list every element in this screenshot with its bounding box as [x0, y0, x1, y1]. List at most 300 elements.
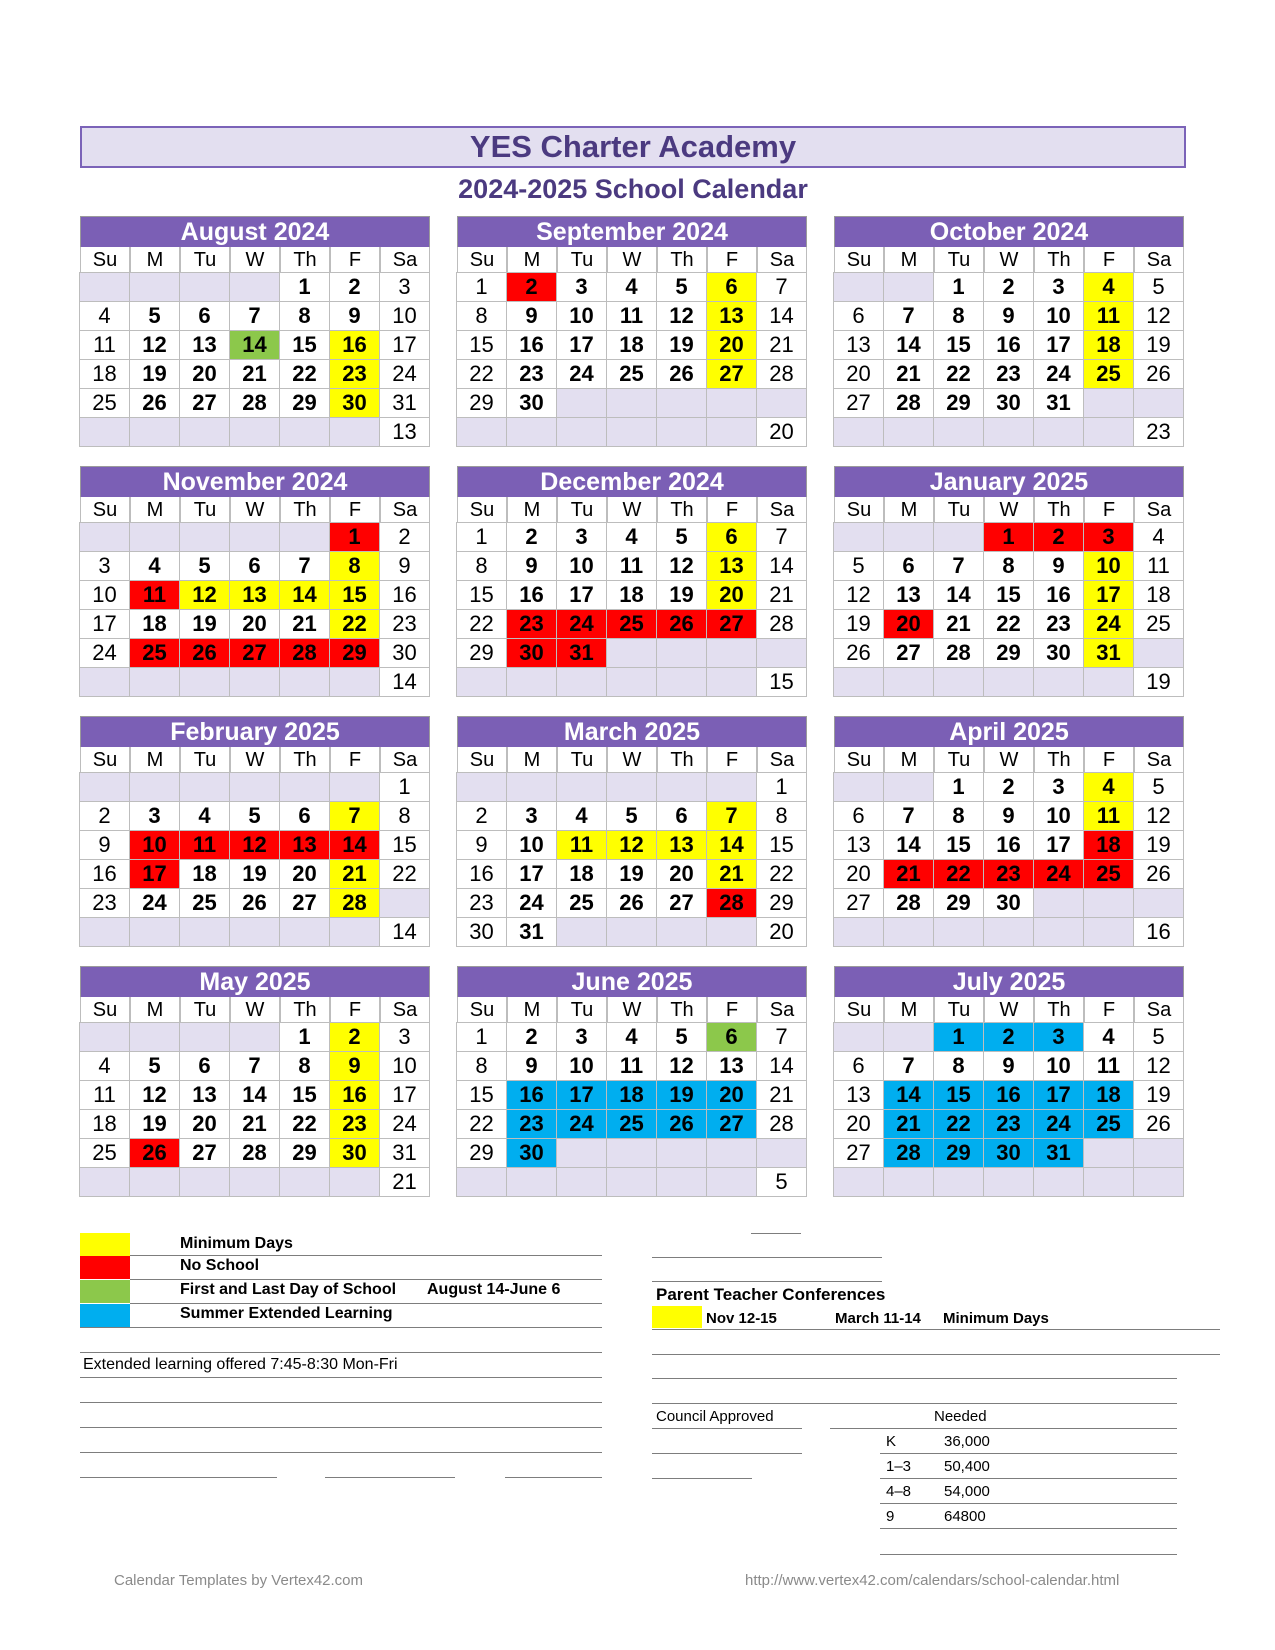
divider	[880, 1478, 1177, 1479]
council-grade: 4–8	[886, 1483, 912, 1500]
day-cell: 14	[706, 830, 757, 860]
empty-cell	[756, 388, 807, 418]
day-cell: 8	[379, 801, 430, 831]
day-cell: 12	[1133, 1051, 1184, 1081]
legend-swatch-no	[80, 1256, 130, 1279]
empty-cell	[229, 917, 280, 947]
day-cell: 18	[606, 580, 657, 610]
day-cell: 15	[456, 1080, 507, 1110]
day-cell: 23	[456, 888, 507, 918]
day-cell: 8	[933, 1051, 984, 1081]
day-label: W	[984, 247, 1034, 273]
day-cell: 12	[129, 330, 180, 360]
month-grid	[80, 247, 430, 447]
day-cell: 14	[756, 301, 807, 331]
day-cell: 4	[606, 522, 657, 552]
day-cell: 17	[556, 1080, 607, 1110]
day-cell: 21	[229, 359, 280, 389]
day-cell: 6	[833, 801, 884, 831]
day-cell: 30	[379, 638, 430, 668]
day-cell: 3	[1033, 1022, 1084, 1052]
day-cell: 19	[229, 859, 280, 889]
day-cell: 25	[1133, 609, 1184, 639]
legend-fl-label: First and Last Day of School	[180, 1281, 397, 1298]
day-cell: 29	[329, 638, 380, 668]
day-cell: 2	[329, 1022, 380, 1052]
day-label: M	[884, 747, 934, 773]
day-cell: 6	[883, 551, 934, 581]
day-cell: 12	[129, 1080, 180, 1110]
divider	[652, 1281, 882, 1282]
empty-cell	[456, 1167, 507, 1197]
day-cell: 30	[506, 638, 557, 668]
day-cell: 9	[506, 1051, 557, 1081]
empty-cell	[456, 772, 507, 802]
day-cell: 14	[883, 830, 934, 860]
day-cell: 21	[883, 859, 934, 889]
day-cell: 26	[656, 1109, 707, 1139]
divider	[652, 1478, 752, 1479]
day-cell: 3	[379, 272, 430, 302]
day-cell: 25	[129, 638, 180, 668]
day-label: Su	[834, 247, 884, 273]
day-label: Sa	[380, 747, 430, 773]
month-grid	[834, 247, 1184, 447]
empty-cell	[606, 1167, 657, 1197]
empty-cell	[706, 638, 757, 668]
day-cell: 15	[933, 830, 984, 860]
divider	[80, 1477, 277, 1478]
day-cell: 10	[129, 830, 180, 860]
divider	[652, 1403, 1177, 1404]
day-cell: 2	[983, 1022, 1034, 1052]
day-cell: 26	[1133, 1109, 1184, 1139]
month-november-2024	[80, 466, 430, 697]
day-cell: 19	[656, 330, 707, 360]
day-cell: 30	[983, 888, 1034, 918]
empty-cell	[706, 917, 757, 947]
council-grade: 9	[886, 1508, 895, 1525]
divider	[130, 1255, 602, 1256]
day-label: M	[884, 497, 934, 523]
day-cell: 4	[129, 551, 180, 581]
day-label: Sa	[1134, 997, 1184, 1023]
day-cell: 18	[606, 1080, 657, 1110]
day-label: Su	[80, 747, 130, 773]
empty-cell	[129, 667, 180, 697]
day-cell: 8	[456, 551, 507, 581]
council-value: 50,400	[944, 1458, 990, 1475]
day-cell: 17	[1033, 830, 1084, 860]
empty-cell	[556, 1138, 607, 1168]
day-cell: 26	[606, 888, 657, 918]
month-grid	[834, 497, 1184, 697]
day-cell: 1	[933, 1022, 984, 1052]
day-cell: 6	[706, 1022, 757, 1052]
day-cell: 1	[456, 522, 507, 552]
day-cell: 8	[933, 801, 984, 831]
day-cell: 25	[1083, 859, 1134, 889]
empty-cell	[656, 667, 707, 697]
day-cell: 9	[983, 801, 1034, 831]
day-cell: 3	[556, 522, 607, 552]
day-cell: 5	[1133, 772, 1184, 802]
day-cell: 24	[556, 609, 607, 639]
day-cell: 17	[129, 859, 180, 889]
day-cell: 21	[756, 1080, 807, 1110]
day-cell: 16	[79, 859, 130, 889]
divider	[751, 1233, 801, 1234]
day-cell: 1	[933, 772, 984, 802]
day-cell: 10	[379, 1051, 430, 1081]
empty-cell	[883, 917, 934, 947]
page-subtitle: 2024-2025 School Calendar	[458, 174, 808, 204]
day-label: F	[1084, 247, 1134, 273]
day-label: F	[1084, 497, 1134, 523]
day-cell: 6	[179, 1051, 230, 1081]
day-cell: 24	[506, 888, 557, 918]
day-cell: 13	[179, 1080, 230, 1110]
day-cell: 25	[1083, 1109, 1134, 1139]
empty-cell	[129, 917, 180, 947]
day-cell: 9	[329, 301, 380, 331]
empty-cell	[279, 667, 330, 697]
day-cell: 18	[1083, 830, 1134, 860]
day-cell: 9	[983, 1051, 1034, 1081]
month-day-total: 5	[756, 1167, 807, 1197]
day-label: F	[707, 747, 757, 773]
empty-cell	[656, 388, 707, 418]
empty-cell	[179, 1167, 230, 1197]
day-cell: 3	[1033, 272, 1084, 302]
day-cell: 20	[706, 330, 757, 360]
empty-cell	[229, 667, 280, 697]
day-cell: 3	[379, 1022, 430, 1052]
day-label: W	[607, 497, 657, 523]
month-title: July 2025	[834, 966, 1184, 997]
day-cell: 3	[556, 272, 607, 302]
day-cell: 15	[756, 830, 807, 860]
day-cell: 31	[556, 638, 607, 668]
day-cell: 28	[279, 638, 330, 668]
day-cell: 5	[1133, 1022, 1184, 1052]
day-cell: 7	[933, 551, 984, 581]
empty-cell	[1033, 667, 1084, 697]
footer-right[interactable]: http://www.vertex42.com/calendars/school-calendar.html	[745, 1572, 1120, 1589]
day-cell: 26	[1133, 359, 1184, 389]
day-cell: 30	[1033, 638, 1084, 668]
month-day-total: 20	[756, 917, 807, 947]
month-april-2025	[834, 716, 1184, 947]
day-cell: 27	[706, 1109, 757, 1139]
day-cell: 29	[933, 888, 984, 918]
day-cell: 7	[756, 522, 807, 552]
day-cell: 20	[833, 859, 884, 889]
day-cell: 4	[1083, 772, 1134, 802]
day-label: M	[130, 747, 180, 773]
empty-cell	[1133, 1138, 1184, 1168]
day-cell: 6	[706, 522, 757, 552]
day-cell: 10	[79, 580, 130, 610]
day-label: F	[330, 247, 380, 273]
month-may-2025	[80, 966, 430, 1197]
empty-cell	[1133, 638, 1184, 668]
day-cell: 2	[1033, 522, 1084, 552]
day-cell: 1	[756, 772, 807, 802]
empty-cell	[1083, 917, 1134, 947]
empty-cell	[606, 638, 657, 668]
day-label: Su	[457, 247, 507, 273]
footer-left: Calendar Templates by Vertex42.com	[114, 1572, 364, 1589]
day-cell: 23	[983, 1109, 1034, 1139]
day-cell: 31	[506, 917, 557, 947]
empty-cell	[983, 917, 1034, 947]
day-cell: 25	[179, 888, 230, 918]
day-cell: 3	[1083, 522, 1134, 552]
day-cell: 27	[706, 359, 757, 389]
day-label: Sa	[757, 247, 807, 273]
day-cell: 23	[329, 359, 380, 389]
empty-cell	[279, 522, 330, 552]
day-cell: 21	[279, 609, 330, 639]
day-cell: 1	[329, 522, 380, 552]
day-cell: 30	[983, 388, 1034, 418]
day-cell: 1	[933, 272, 984, 302]
divider	[130, 1303, 602, 1304]
empty-cell	[129, 1022, 180, 1052]
day-label: Th	[1034, 247, 1084, 273]
day-cell: 21	[756, 580, 807, 610]
day-cell: 9	[983, 301, 1034, 331]
day-cell: 3	[556, 1022, 607, 1052]
day-cell: 16	[456, 859, 507, 889]
day-label: Th	[1034, 497, 1084, 523]
empty-cell	[556, 667, 607, 697]
conferences-label: Minimum Days	[943, 1310, 1049, 1327]
day-cell: 25	[556, 888, 607, 918]
empty-cell	[933, 917, 984, 947]
divider	[80, 1452, 602, 1453]
day-cell: 18	[606, 330, 657, 360]
day-cell: 12	[179, 580, 230, 610]
day-cell: 22	[279, 1109, 330, 1139]
day-cell: 9	[456, 830, 507, 860]
day-label: Su	[457, 997, 507, 1023]
empty-cell	[756, 1138, 807, 1168]
day-cell: 14	[756, 1051, 807, 1081]
day-cell: 24	[1033, 1109, 1084, 1139]
empty-cell	[79, 522, 130, 552]
day-cell: 16	[329, 1080, 380, 1110]
day-label: Th	[657, 997, 707, 1023]
conferences-nov: Nov 12-15	[706, 1310, 777, 1327]
day-label: Th	[280, 747, 330, 773]
day-cell: 28	[229, 1138, 280, 1168]
day-cell: 2	[983, 272, 1034, 302]
empty-cell	[129, 522, 180, 552]
day-cell: 8	[756, 801, 807, 831]
divider	[652, 1257, 882, 1258]
day-cell: 18	[1083, 330, 1134, 360]
day-label: F	[330, 747, 380, 773]
day-cell: 22	[933, 859, 984, 889]
day-cell: 7	[756, 272, 807, 302]
day-cell: 17	[379, 1080, 430, 1110]
empty-cell	[883, 522, 934, 552]
day-cell: 1	[456, 1022, 507, 1052]
day-cell: 18	[179, 859, 230, 889]
day-label: M	[507, 247, 557, 273]
day-cell: 22	[933, 1109, 984, 1139]
day-cell: 22	[456, 609, 507, 639]
day-label: Th	[280, 997, 330, 1023]
divider	[80, 1402, 602, 1403]
day-cell: 21	[883, 1109, 934, 1139]
day-cell: 12	[229, 830, 280, 860]
empty-cell	[833, 667, 884, 697]
day-cell: 25	[606, 1109, 657, 1139]
empty-cell	[833, 772, 884, 802]
day-cell: 6	[706, 272, 757, 302]
month-day-total: 20	[756, 417, 807, 447]
empty-cell	[79, 772, 130, 802]
day-cell: 4	[179, 801, 230, 831]
empty-cell	[456, 667, 507, 697]
empty-cell	[329, 772, 380, 802]
day-cell: 1	[983, 522, 1034, 552]
council-value: 36,000	[944, 1433, 990, 1450]
day-cell: 16	[983, 1080, 1034, 1110]
day-cell: 16	[983, 830, 1034, 860]
day-label: Su	[80, 997, 130, 1023]
day-cell: 27	[833, 388, 884, 418]
day-cell: 17	[1083, 580, 1134, 610]
day-cell: 5	[656, 272, 707, 302]
empty-cell	[229, 1167, 280, 1197]
empty-cell	[656, 917, 707, 947]
day-cell: 28	[756, 609, 807, 639]
day-cell: 14	[229, 330, 280, 360]
day-cell: 24	[556, 359, 607, 389]
empty-cell	[706, 417, 757, 447]
empty-cell	[833, 417, 884, 447]
day-cell: 7	[229, 1051, 280, 1081]
day-cell: 4	[606, 272, 657, 302]
day-cell: 31	[1083, 638, 1134, 668]
day-cell: 26	[179, 638, 230, 668]
empty-cell	[1133, 388, 1184, 418]
day-label: Th	[657, 497, 707, 523]
empty-cell	[933, 417, 984, 447]
day-cell: 7	[229, 301, 280, 331]
day-cell: 24	[1083, 609, 1134, 639]
day-cell: 19	[129, 359, 180, 389]
day-cell: 31	[379, 388, 430, 418]
day-cell: 2	[506, 1022, 557, 1052]
day-cell: 24	[379, 359, 430, 389]
day-cell: 17	[556, 580, 607, 610]
day-label: W	[230, 997, 280, 1023]
day-cell: 4	[1133, 522, 1184, 552]
empty-cell	[556, 917, 607, 947]
day-label: W	[984, 997, 1034, 1023]
empty-cell	[833, 272, 884, 302]
day-cell: 2	[506, 272, 557, 302]
day-cell: 18	[79, 1109, 130, 1139]
day-cell: 28	[229, 388, 280, 418]
divider	[652, 1354, 1220, 1355]
month-grid	[834, 997, 1184, 1197]
day-cell: 10	[556, 301, 607, 331]
empty-cell	[179, 1022, 230, 1052]
day-cell: 6	[229, 551, 280, 581]
day-cell: 29	[279, 1138, 330, 1168]
day-cell: 24	[79, 638, 130, 668]
day-cell: 28	[883, 888, 934, 918]
empty-cell	[179, 917, 230, 947]
day-cell: 14	[329, 830, 380, 860]
day-cell: 10	[1033, 1051, 1084, 1081]
divider	[652, 1329, 1220, 1330]
divider	[830, 1428, 1177, 1429]
day-cell: 17	[556, 330, 607, 360]
month-grid	[834, 747, 1184, 947]
empty-cell	[706, 1167, 757, 1197]
day-cell: 5	[656, 522, 707, 552]
day-cell: 17	[79, 609, 130, 639]
empty-cell	[79, 1022, 130, 1052]
day-cell: 14	[883, 330, 934, 360]
day-cell: 12	[1133, 801, 1184, 831]
month-title: August 2024	[80, 216, 430, 247]
day-cell: 5	[129, 1051, 180, 1081]
day-cell: 20	[833, 1109, 884, 1139]
day-label: Sa	[1134, 497, 1184, 523]
day-cell: 10	[506, 830, 557, 860]
day-label: W	[230, 247, 280, 273]
day-label: Su	[834, 997, 884, 1023]
empty-cell	[279, 772, 330, 802]
day-cell: 12	[833, 580, 884, 610]
empty-cell	[506, 417, 557, 447]
day-cell: 13	[179, 330, 230, 360]
month-september-2024	[457, 216, 807, 447]
divider	[652, 1453, 802, 1454]
empty-cell	[656, 417, 707, 447]
day-cell: 16	[983, 330, 1034, 360]
day-cell: 20	[883, 609, 934, 639]
day-cell: 10	[1083, 551, 1134, 581]
day-label: F	[1084, 997, 1134, 1023]
day-cell: 12	[1133, 301, 1184, 331]
day-label: Tu	[557, 747, 607, 773]
day-cell: 7	[883, 301, 934, 331]
day-label: F	[330, 997, 380, 1023]
day-cell: 24	[1033, 859, 1084, 889]
day-cell: 11	[1083, 801, 1134, 831]
council-grade: K	[886, 1433, 897, 1450]
day-cell: 19	[1133, 1080, 1184, 1110]
legend-swatch-sum	[80, 1304, 130, 1327]
month-march-2025	[457, 716, 807, 947]
day-cell: 30	[506, 388, 557, 418]
day-cell: 27	[179, 388, 230, 418]
empty-cell	[229, 272, 280, 302]
day-label: Sa	[757, 497, 807, 523]
day-cell: 7	[279, 551, 330, 581]
day-cell: 20	[279, 859, 330, 889]
day-cell: 5	[656, 1022, 707, 1052]
